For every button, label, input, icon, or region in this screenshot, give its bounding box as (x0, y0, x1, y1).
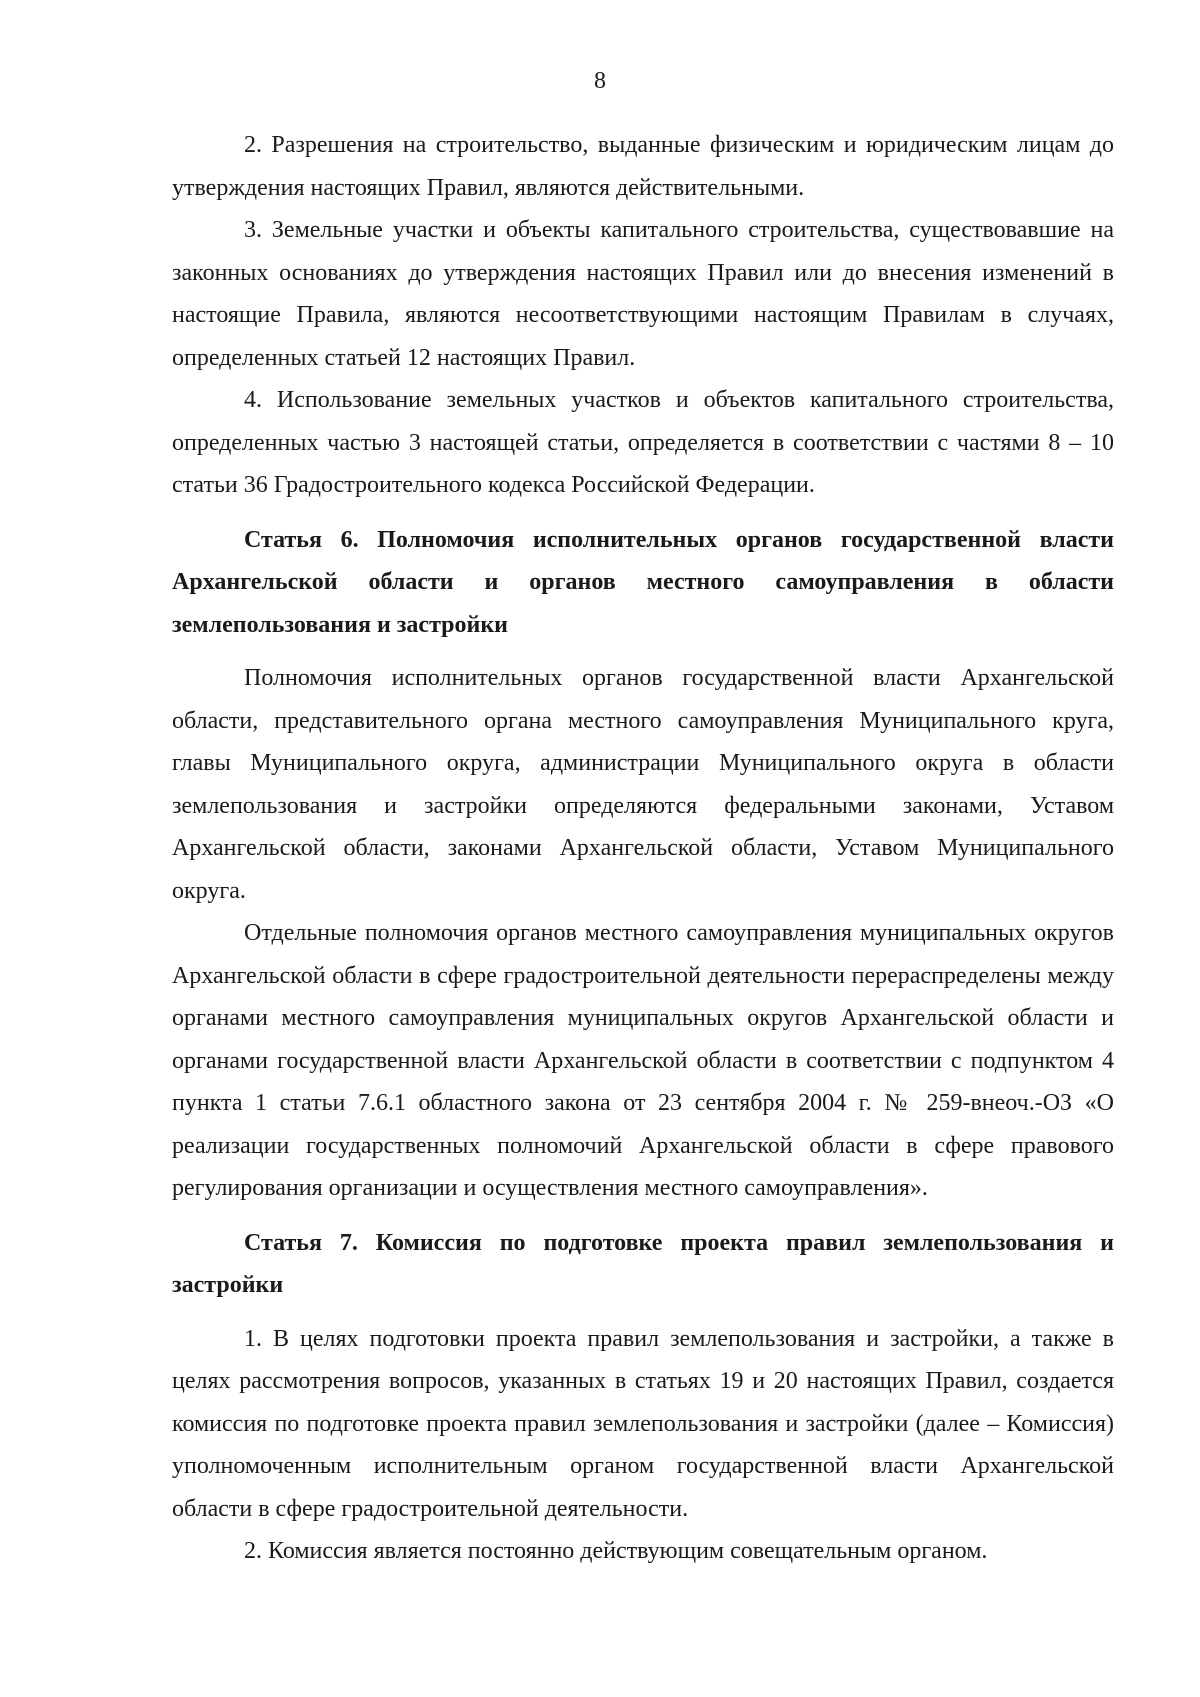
paragraph-article-6-powers: Полномочия исполнительных органов государственной власти Архангельской области, представительного органа местного самоуправления Муниципального круга, главы Муниципального округа, администрации Муниципального округа в области землепользования и застройки определяются федеральными законами, Уставом Архангельской области, законами Архангельской области, Уставом Муниципального округа. (172, 665, 1114, 904)
paragraph-article-7-item-2: 2. Комиссия является постоянно действующим совещательным органом. (244, 1538, 988, 1564)
paragraph-article-6-redistribution: Отдельные полномочия органов местного самоуправления муниципальных округов Архангельской области в сфере градостроительной деятельности перераспределены между органами местного самоуправления муниципальных округов Архангельской области и органами государственной власти Архангельской области в соответствии с подпунктом 4 пункта 1 статьи 7.6.1 областного закона от 23 сентября 2004 г. № 259-внеоч.-ОЗ «О реализации государственных полномочий Архангельской области в сфере правового регулирования организации и осуществления местного самоуправления». (172, 920, 1114, 1201)
paragraph-article-7-item-1: 1. В целях подготовки проекта правил землепользования и застройки, а также в целях рассмотрения вопросов, указанных в статьях 19 и 20 настоящих Правил, создается комиссия по подготовке проекта правил землепользования и застройки (далее – Комиссия) уполномоченным исполнительным органом государственной власти Архангельской области в сфере градостроительной деятельности. (172, 1325, 1114, 1522)
paragraph-item-4-usage: 4. Использование земельных участков и объектов капитального строительства, определенных частью 3 настоящей статьи, определяется в соответствии с частями 8 – 10 статьи 36 Градостроительного кодекса Российской Федерации. (172, 387, 1114, 498)
document-body (172, 124, 1114, 1573)
page-number: 8 (594, 68, 606, 94)
article-6-heading: Статья 6. Полномочия исполнительных органов государственной власти Архангельской области и органов местного самоуправления в области землепользования и застройки (172, 526, 1114, 638)
paragraph-item-3-nonconforming: 3. Земельные участки и объекты капитального строительства, существовавшие на законных основаниях до утверждения настоящих Правил или до внесения изменений в настоящие Правила, являются несоответствующими настоящим Правилам в случаях, определенных статьей 12 настоящих Правил. (172, 217, 1114, 371)
paragraph-item-2-permits: 2. Разрешения на строительство, выданные физическим и юридическим лицам до утверждения настоящих Правил, являются действительными. (172, 132, 1114, 201)
article-7-heading: Статья 7. Комиссия по подготовке проекта правил землепользования и застройки (172, 1229, 1114, 1298)
